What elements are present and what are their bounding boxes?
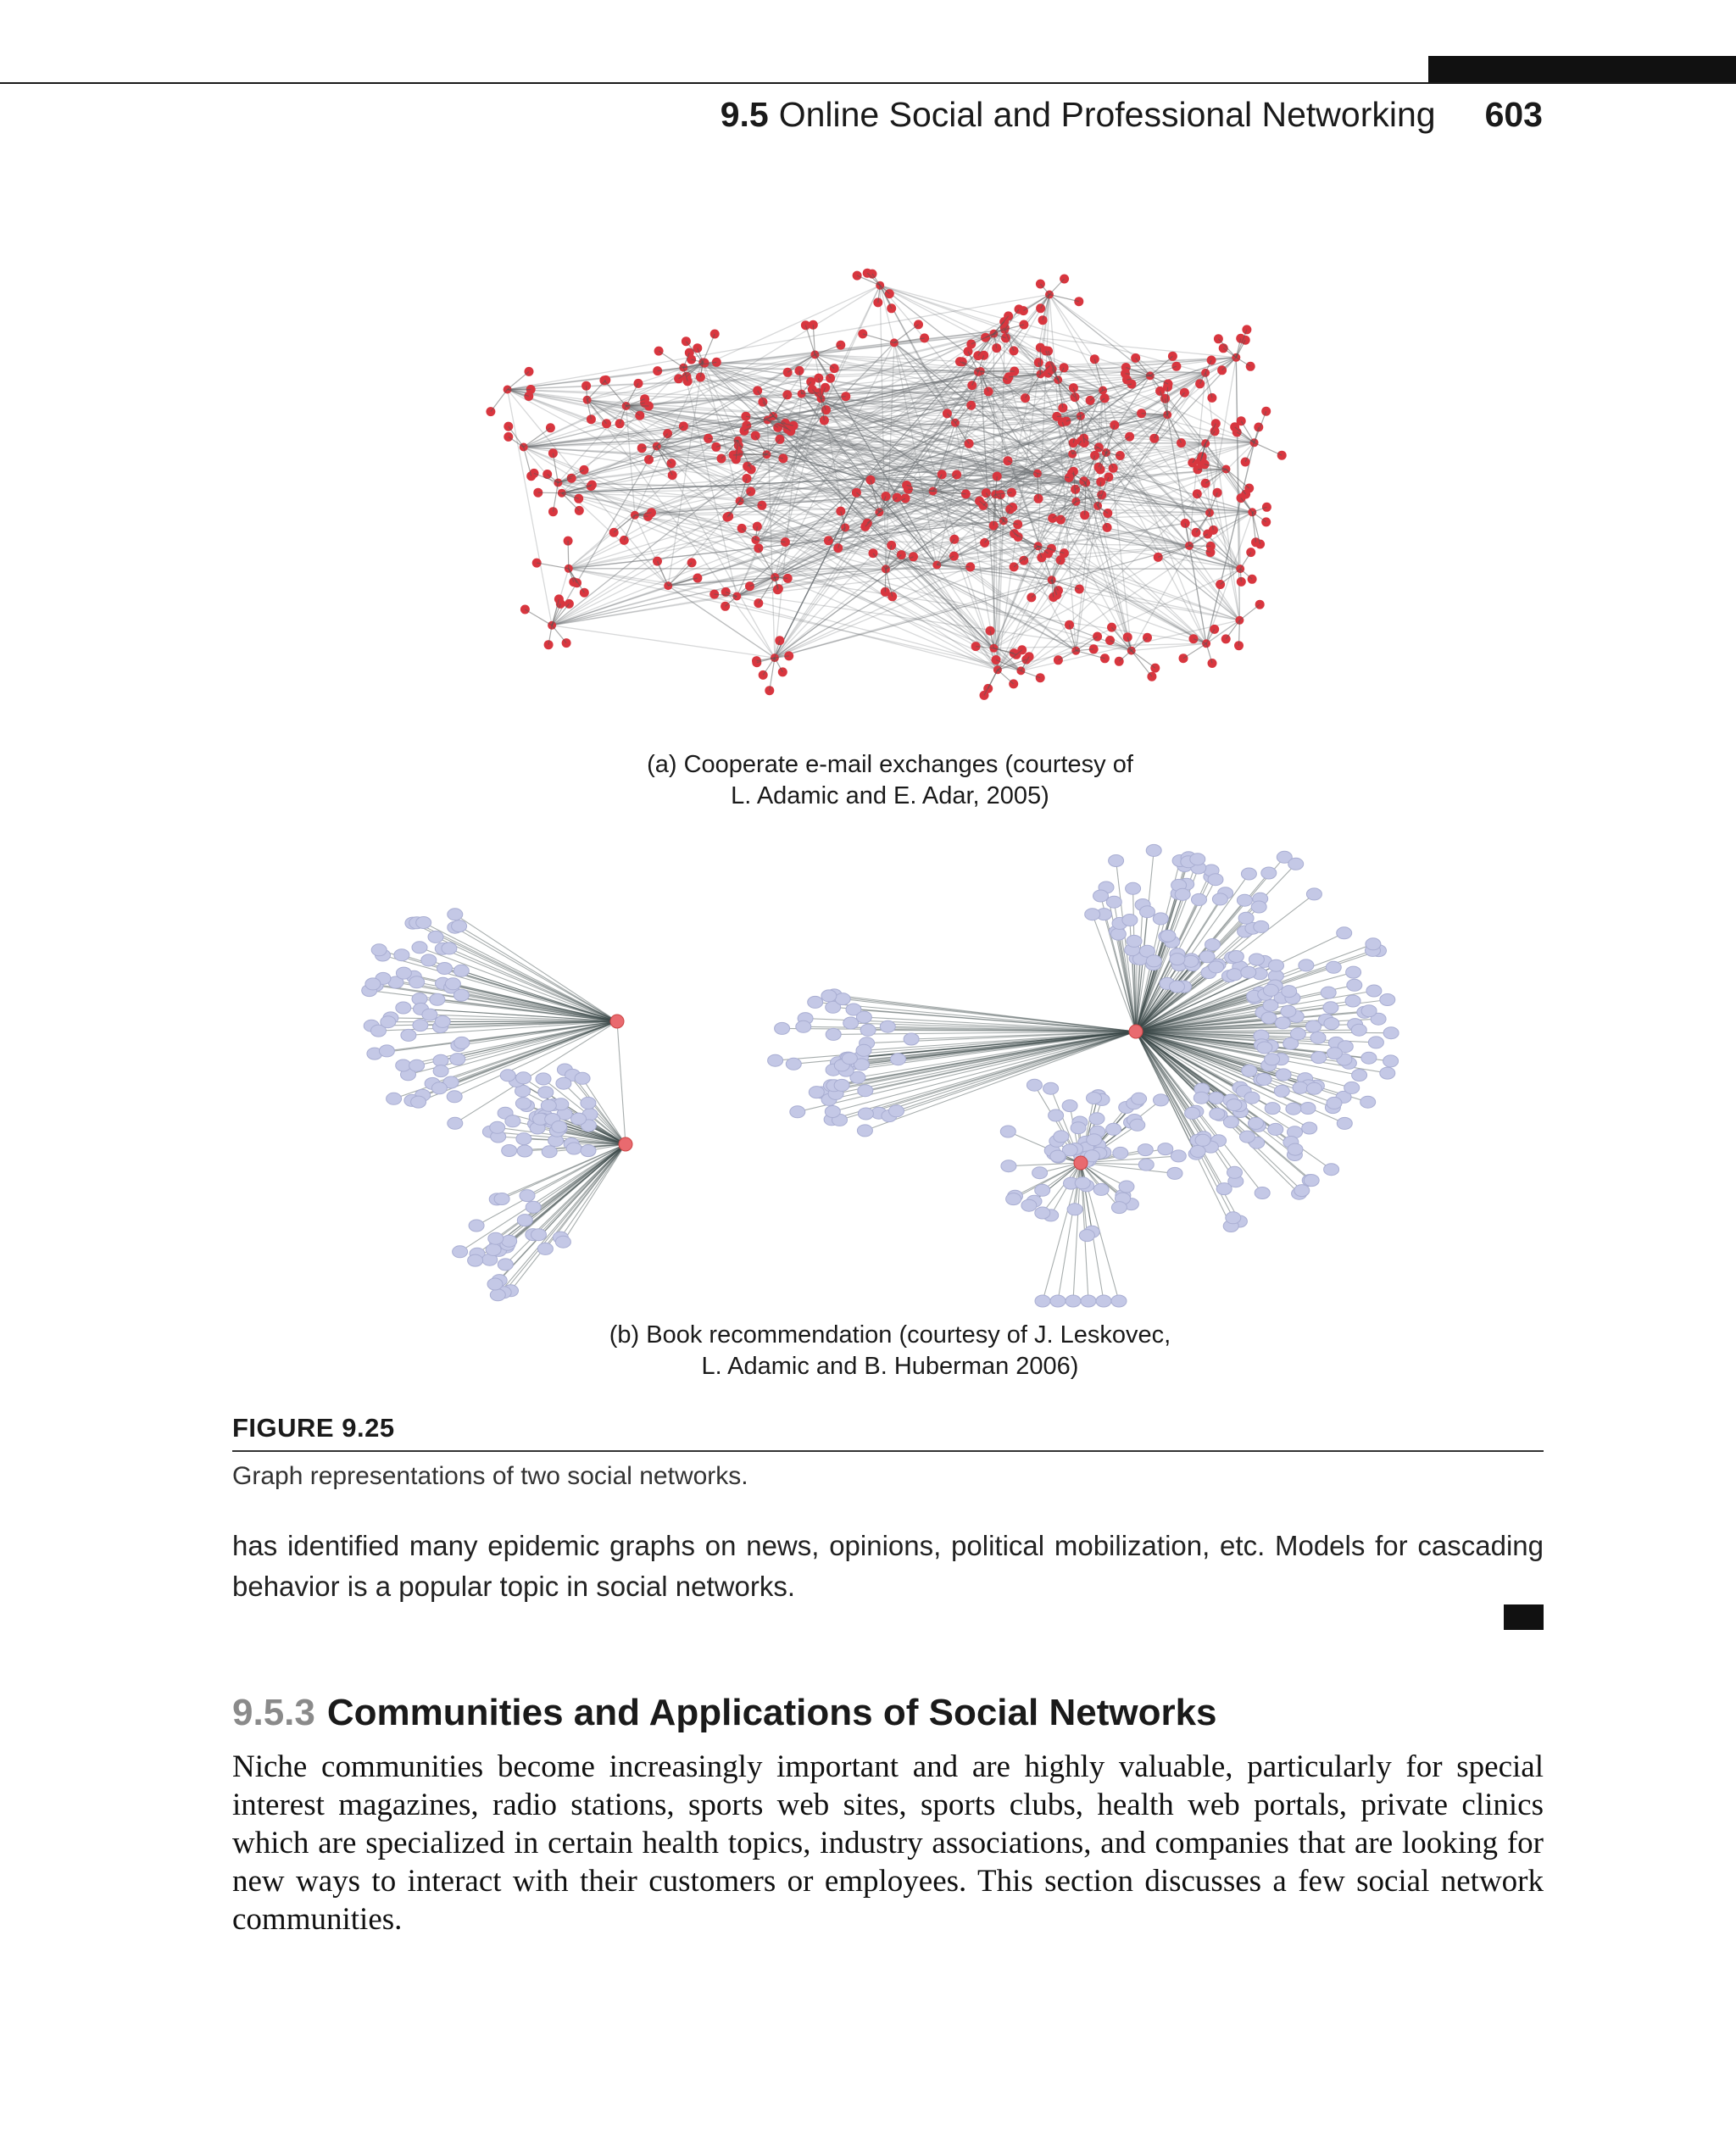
- book-node: [1351, 1024, 1366, 1036]
- book-node: [1324, 1018, 1339, 1030]
- book-node: [768, 1054, 783, 1066]
- email-edge: [821, 398, 998, 670]
- book-node: [536, 1073, 551, 1085]
- email-spoke: [1240, 553, 1251, 570]
- book-node: [502, 1235, 517, 1247]
- book-node: [834, 1079, 849, 1091]
- book-node: [1199, 951, 1215, 963]
- figure-caption-rule: [232, 1450, 1544, 1452]
- book-node: [856, 1044, 871, 1056]
- figure-label: FIGURE 9.25: [232, 1413, 395, 1443]
- book-node: [447, 1091, 462, 1103]
- book-node: [365, 978, 381, 990]
- email-spoke: [1252, 512, 1255, 542]
- email-spoke: [863, 334, 894, 343]
- book-node: [1089, 1113, 1104, 1125]
- book-node: [1326, 961, 1341, 973]
- email-spoke: [1255, 442, 1283, 455]
- email-spoke: [1049, 279, 1065, 295]
- book-node: [1210, 1108, 1225, 1120]
- book-node: [490, 1121, 505, 1133]
- book-node: [1146, 844, 1161, 856]
- figure-caption: Graph representations of two social networks.: [232, 1462, 748, 1490]
- book-node: [1140, 906, 1155, 918]
- book-node: [571, 1113, 587, 1125]
- book-node: [542, 1146, 557, 1158]
- email-spoke: [554, 483, 559, 512]
- book-node: [526, 1201, 541, 1213]
- book-node: [1300, 1103, 1316, 1115]
- email-spoke: [770, 658, 775, 691]
- book-node: [1195, 1134, 1210, 1146]
- book-node: [1241, 966, 1256, 978]
- email-edge: [552, 626, 775, 658]
- book-node: [858, 1108, 873, 1120]
- book-node: [790, 1106, 805, 1118]
- book-node: [1006, 1193, 1021, 1205]
- book-node: [1170, 981, 1185, 993]
- book-node: [1265, 1054, 1280, 1065]
- book-node: [1323, 1002, 1338, 1014]
- book-node: [1304, 1175, 1319, 1187]
- book-node: [411, 1096, 426, 1108]
- book-node: [488, 1232, 504, 1244]
- book-node: [1175, 888, 1190, 900]
- book-node: [1290, 1028, 1305, 1040]
- book-node: [1361, 1005, 1377, 1017]
- book-node: [1093, 1183, 1109, 1195]
- book-node: [843, 1017, 859, 1029]
- book-edge: [436, 937, 617, 1021]
- book-node: [1261, 1012, 1277, 1024]
- subcaption-b: [551, 1320, 1229, 1382]
- book-node: [1275, 1017, 1290, 1029]
- book-node: [552, 1121, 567, 1132]
- email-spoke: [568, 541, 569, 569]
- book-node: [1327, 1097, 1342, 1109]
- book-node: [448, 909, 463, 920]
- book-node: [445, 978, 460, 990]
- book-node: [1251, 901, 1266, 913]
- book-node: [1075, 1177, 1090, 1189]
- book-node: [860, 1024, 876, 1036]
- book-node: [1093, 890, 1109, 902]
- book-node: [856, 1011, 871, 1023]
- book-node: [1111, 1202, 1127, 1214]
- email-edge: [552, 569, 886, 625]
- book-node: [1256, 1073, 1271, 1085]
- email-network-graph: [486, 269, 1286, 700]
- email-spoke: [703, 334, 715, 362]
- book-node: [826, 1028, 841, 1040]
- book-node: [1216, 1183, 1232, 1195]
- book-node: [1268, 1123, 1283, 1135]
- book-node: [1190, 1145, 1205, 1157]
- book-node: [1226, 1212, 1241, 1224]
- book-node: [430, 993, 445, 1005]
- book-node: [517, 1215, 532, 1226]
- book-node: [581, 1145, 596, 1157]
- book-node: [1286, 1103, 1301, 1115]
- book-node: [1366, 938, 1381, 950]
- book-node: [1096, 1295, 1111, 1307]
- book-edge: [495, 1144, 626, 1284]
- book-node: [1276, 1069, 1291, 1081]
- book-node: [566, 1143, 581, 1154]
- book-node: [448, 1117, 463, 1129]
- subcaption-a: [593, 749, 1187, 812]
- book-node: [487, 1278, 503, 1290]
- book-edge: [563, 1144, 626, 1242]
- book-node: [541, 1099, 556, 1111]
- book-node: [452, 920, 467, 932]
- book-node: [494, 1193, 509, 1205]
- email-spoke: [988, 670, 998, 688]
- email-spoke: [552, 626, 566, 643]
- email-spoke: [509, 437, 524, 447]
- section-heading: [232, 1692, 1217, 1734]
- book-node: [1183, 955, 1199, 967]
- book-node: [1254, 920, 1269, 932]
- email-spoke: [1236, 358, 1250, 367]
- subcaption-b-line-1: (b) Book recommendation (courtesy of J. Leskovec,: [609, 1321, 1171, 1349]
- book-node: [1087, 1134, 1102, 1146]
- book-node: [437, 963, 453, 975]
- book-node: [1071, 1122, 1086, 1134]
- book-node: [450, 1054, 465, 1065]
- book-node: [453, 989, 469, 1001]
- running-head-section-number: 9.5: [720, 95, 769, 134]
- email-edge: [508, 390, 553, 626]
- book-node: [1079, 1230, 1094, 1242]
- book-node: [858, 1085, 873, 1097]
- book-node: [1209, 961, 1224, 973]
- book-node: [1050, 1295, 1066, 1307]
- section-heading-title: Communities and Applications of Social Networks: [326, 1692, 1217, 1733]
- book-node: [381, 1016, 396, 1028]
- book-node: [1345, 995, 1360, 1007]
- book-node: [422, 1009, 437, 1020]
- book-node: [904, 1033, 919, 1045]
- book-node: [413, 1020, 428, 1032]
- book-node: [1380, 994, 1395, 1006]
- book-node: [394, 949, 409, 961]
- book-node: [1126, 882, 1141, 894]
- email-spoke: [733, 454, 766, 455]
- book-node: [581, 1097, 596, 1109]
- email-spoke: [1119, 651, 1132, 662]
- book-node: [490, 1289, 505, 1301]
- book-node: [1106, 896, 1121, 908]
- email-spoke: [1189, 546, 1210, 547]
- book-node: [1227, 1099, 1242, 1111]
- book-node: [1269, 959, 1284, 971]
- book-node: [1306, 1082, 1321, 1094]
- book-node: [1311, 1052, 1327, 1064]
- subcaption-a-line-1: (a) Cooperate e-mail exchanges (courtesy of: [647, 751, 1133, 778]
- book-node: [1035, 1184, 1050, 1196]
- book-node: [1288, 1143, 1303, 1155]
- book-node: [412, 942, 427, 954]
- book-node: [842, 1053, 857, 1065]
- book-node: [1160, 930, 1176, 942]
- book-node: [1021, 1199, 1037, 1211]
- book-node: [517, 1145, 532, 1157]
- book-node: [538, 1087, 554, 1098]
- book-node: [469, 1220, 484, 1232]
- book-edge: [449, 948, 617, 1021]
- book-node: [1087, 1093, 1102, 1104]
- book-node: [505, 1115, 520, 1127]
- book-node: [1352, 1070, 1367, 1082]
- book-node: [1361, 1052, 1377, 1064]
- book-hub-node: [1074, 1156, 1088, 1170]
- section-heading-number: 9.5.3: [232, 1692, 315, 1733]
- book-node: [1085, 909, 1100, 920]
- book-node: [1119, 1181, 1134, 1193]
- book-node: [431, 1082, 447, 1094]
- book-node: [891, 1054, 906, 1065]
- book-node: [1281, 1005, 1296, 1017]
- end-of-example-marker: [1504, 1604, 1544, 1630]
- book-node: [1238, 912, 1254, 924]
- book-node: [1282, 986, 1297, 998]
- book-node: [1337, 1117, 1352, 1129]
- email-spoke: [1057, 416, 1081, 417]
- book-node: [1242, 1065, 1257, 1076]
- book-node: [1327, 1048, 1342, 1059]
- book-node: [1066, 1295, 1081, 1307]
- book-node: [1158, 1143, 1173, 1155]
- book-node: [1106, 1123, 1121, 1135]
- book-node: [433, 1065, 448, 1077]
- book-node: [1324, 1164, 1339, 1176]
- book-node: [1244, 1092, 1260, 1104]
- book-node: [1154, 1094, 1169, 1106]
- book-node: [1081, 1295, 1096, 1307]
- book-node: [409, 1059, 425, 1071]
- book-node: [1035, 1207, 1050, 1219]
- book-node: [1337, 927, 1352, 939]
- book-node: [1132, 1093, 1147, 1104]
- book-node: [1111, 1295, 1127, 1307]
- book-node: [435, 1015, 450, 1027]
- book-node: [409, 976, 425, 988]
- book-node: [379, 1045, 394, 1057]
- book-node: [1130, 1119, 1145, 1131]
- email-spoke: [491, 390, 508, 412]
- email-edges: [508, 286, 1255, 671]
- book-node: [1109, 855, 1124, 867]
- book-node: [516, 1133, 531, 1145]
- book-node: [1138, 1144, 1153, 1156]
- book-node: [1294, 1185, 1310, 1197]
- page-number: 603: [1484, 95, 1543, 134]
- book-node: [1257, 1042, 1272, 1054]
- book-node: [857, 1125, 872, 1137]
- book-node: [880, 1020, 895, 1032]
- book-node: [796, 1020, 811, 1032]
- book-node: [498, 1259, 513, 1271]
- book-node: [516, 1072, 531, 1084]
- book-edge: [617, 1021, 626, 1144]
- book-recommendation-graph: [362, 844, 1399, 1307]
- book-node: [453, 965, 469, 976]
- book-hub-node: [619, 1137, 632, 1151]
- book-node: [1212, 893, 1227, 905]
- book-node: [1122, 915, 1138, 926]
- book-node: [1249, 1117, 1264, 1129]
- book-node: [1347, 979, 1362, 991]
- book-node: [371, 944, 387, 956]
- book-node: [1043, 1082, 1059, 1094]
- book-node: [1346, 966, 1361, 978]
- book-node: [835, 993, 850, 1005]
- book-node: [1249, 954, 1264, 965]
- body-paragraph-continued: has identified many epidemic graphs on news, opinions, political mobilization, etc. Models for cascading behavior is a popular topic in social networks.: [232, 1530, 1544, 1602]
- book-node: [453, 1246, 468, 1258]
- book-node: [1192, 893, 1207, 905]
- email-spoke: [525, 609, 552, 626]
- book-node: [1000, 1126, 1015, 1137]
- book-node: [1237, 894, 1252, 906]
- book-node: [454, 1037, 470, 1048]
- book-hub-node: [1129, 1025, 1143, 1038]
- book-node: [468, 1254, 483, 1266]
- book-node: [416, 917, 431, 929]
- email-spoke: [1132, 637, 1148, 650]
- book-node: [1344, 1082, 1360, 1093]
- book-node: [396, 967, 411, 979]
- book-node: [520, 1190, 535, 1202]
- book-node: [1170, 954, 1185, 965]
- book-node: [1263, 984, 1278, 996]
- book-node: [537, 1243, 553, 1254]
- book-node: [1050, 1150, 1066, 1162]
- book-node: [1240, 1131, 1255, 1143]
- subcaption-b-line-2: L. Adamic and B. Huberman 2006): [701, 1353, 1079, 1380]
- book-node: [433, 1054, 448, 1066]
- book-node: [1241, 868, 1256, 880]
- book-node: [1035, 1295, 1050, 1307]
- book-node: [821, 990, 837, 1002]
- book-node: [428, 931, 443, 943]
- book-node: [1027, 1079, 1042, 1091]
- book-node: [1310, 1032, 1326, 1043]
- email-spoke: [885, 569, 886, 592]
- book-node: [515, 1098, 531, 1109]
- book-node: [1205, 939, 1221, 951]
- book-node: [1368, 1037, 1383, 1048]
- book-node: [1293, 1082, 1308, 1093]
- book-node: [1153, 913, 1168, 925]
- book-node: [442, 943, 457, 954]
- book-node: [1261, 867, 1277, 879]
- book-node: [825, 1106, 840, 1118]
- book-node: [1113, 1147, 1128, 1159]
- email-spoke: [538, 492, 562, 493]
- book-node: [1302, 1122, 1317, 1134]
- book-node: [1227, 969, 1242, 981]
- book-node: [1299, 959, 1314, 971]
- book-node: [502, 1145, 517, 1157]
- book-node: [1054, 1131, 1069, 1143]
- book-edge: [829, 996, 1136, 1032]
- book-node: [1265, 1103, 1280, 1115]
- book-node: [556, 1077, 571, 1089]
- book-node: [1001, 1160, 1016, 1172]
- book-node: [1306, 888, 1321, 900]
- book-node: [500, 1070, 515, 1082]
- book-node: [1110, 928, 1126, 940]
- book-node: [1366, 985, 1382, 997]
- book-node: [396, 1059, 411, 1071]
- book-node: [1321, 987, 1336, 998]
- book-node: [1167, 1167, 1182, 1179]
- body-paragraph: Niche communities become increasingly important and are highly valuable, particularly for special interest magazines, radio stations, sports web sites, sports clubs, health web portals, private clinics which are specialized in certain health topics, industry associations, and companies that are looking for new ways to interact with their customers or employees. This section discusses a few social network communities.: [232, 1749, 1544, 1937]
- book-node: [1360, 1096, 1376, 1108]
- book-node: [1227, 1166, 1243, 1178]
- email-spoke: [1040, 284, 1049, 295]
- book-node: [1185, 1107, 1200, 1119]
- book-node: [555, 1236, 570, 1248]
- book-node: [1208, 874, 1223, 886]
- book-node: [1383, 1055, 1399, 1067]
- book-node: [1062, 1100, 1077, 1112]
- book-node: [786, 1058, 801, 1070]
- book-node: [1127, 935, 1142, 947]
- running-head-section-title: Online Social and Professional Networking: [778, 95, 1436, 134]
- book-node: [486, 1243, 501, 1255]
- book-node: [1255, 1187, 1270, 1199]
- book-node: [1288, 858, 1304, 870]
- book-node: [1380, 1067, 1395, 1079]
- book-node: [1194, 1092, 1209, 1104]
- book-node: [1067, 1204, 1082, 1215]
- book-node: [1228, 951, 1244, 963]
- email-spoke: [998, 670, 1014, 684]
- book-node: [387, 1093, 402, 1104]
- book-node: [401, 1029, 416, 1041]
- book-edge: [533, 1144, 626, 1235]
- book-node: [1049, 1109, 1064, 1121]
- book-node: [531, 1229, 547, 1241]
- book-node: [1171, 1150, 1186, 1162]
- subcaption-a-line-2: L. Adamic and E. Adar, 2005): [731, 782, 1049, 809]
- book-node: [1383, 1027, 1399, 1039]
- book-node: [775, 1022, 790, 1034]
- book-node: [1223, 1116, 1238, 1128]
- book-hub-node: [610, 1015, 624, 1028]
- book-node: [1138, 1159, 1154, 1171]
- book-node: [1146, 955, 1161, 967]
- book-node: [809, 1087, 824, 1098]
- book-node: [808, 996, 823, 1008]
- book-node: [575, 1072, 590, 1084]
- book-node: [1032, 1167, 1048, 1179]
- book-node: [1209, 1092, 1224, 1104]
- book-node: [1190, 854, 1205, 865]
- book-node: [396, 1002, 411, 1014]
- book-node: [889, 1105, 904, 1117]
- email-spoke: [1239, 604, 1260, 620]
- book-node: [421, 954, 437, 966]
- book-node: [1274, 1085, 1289, 1097]
